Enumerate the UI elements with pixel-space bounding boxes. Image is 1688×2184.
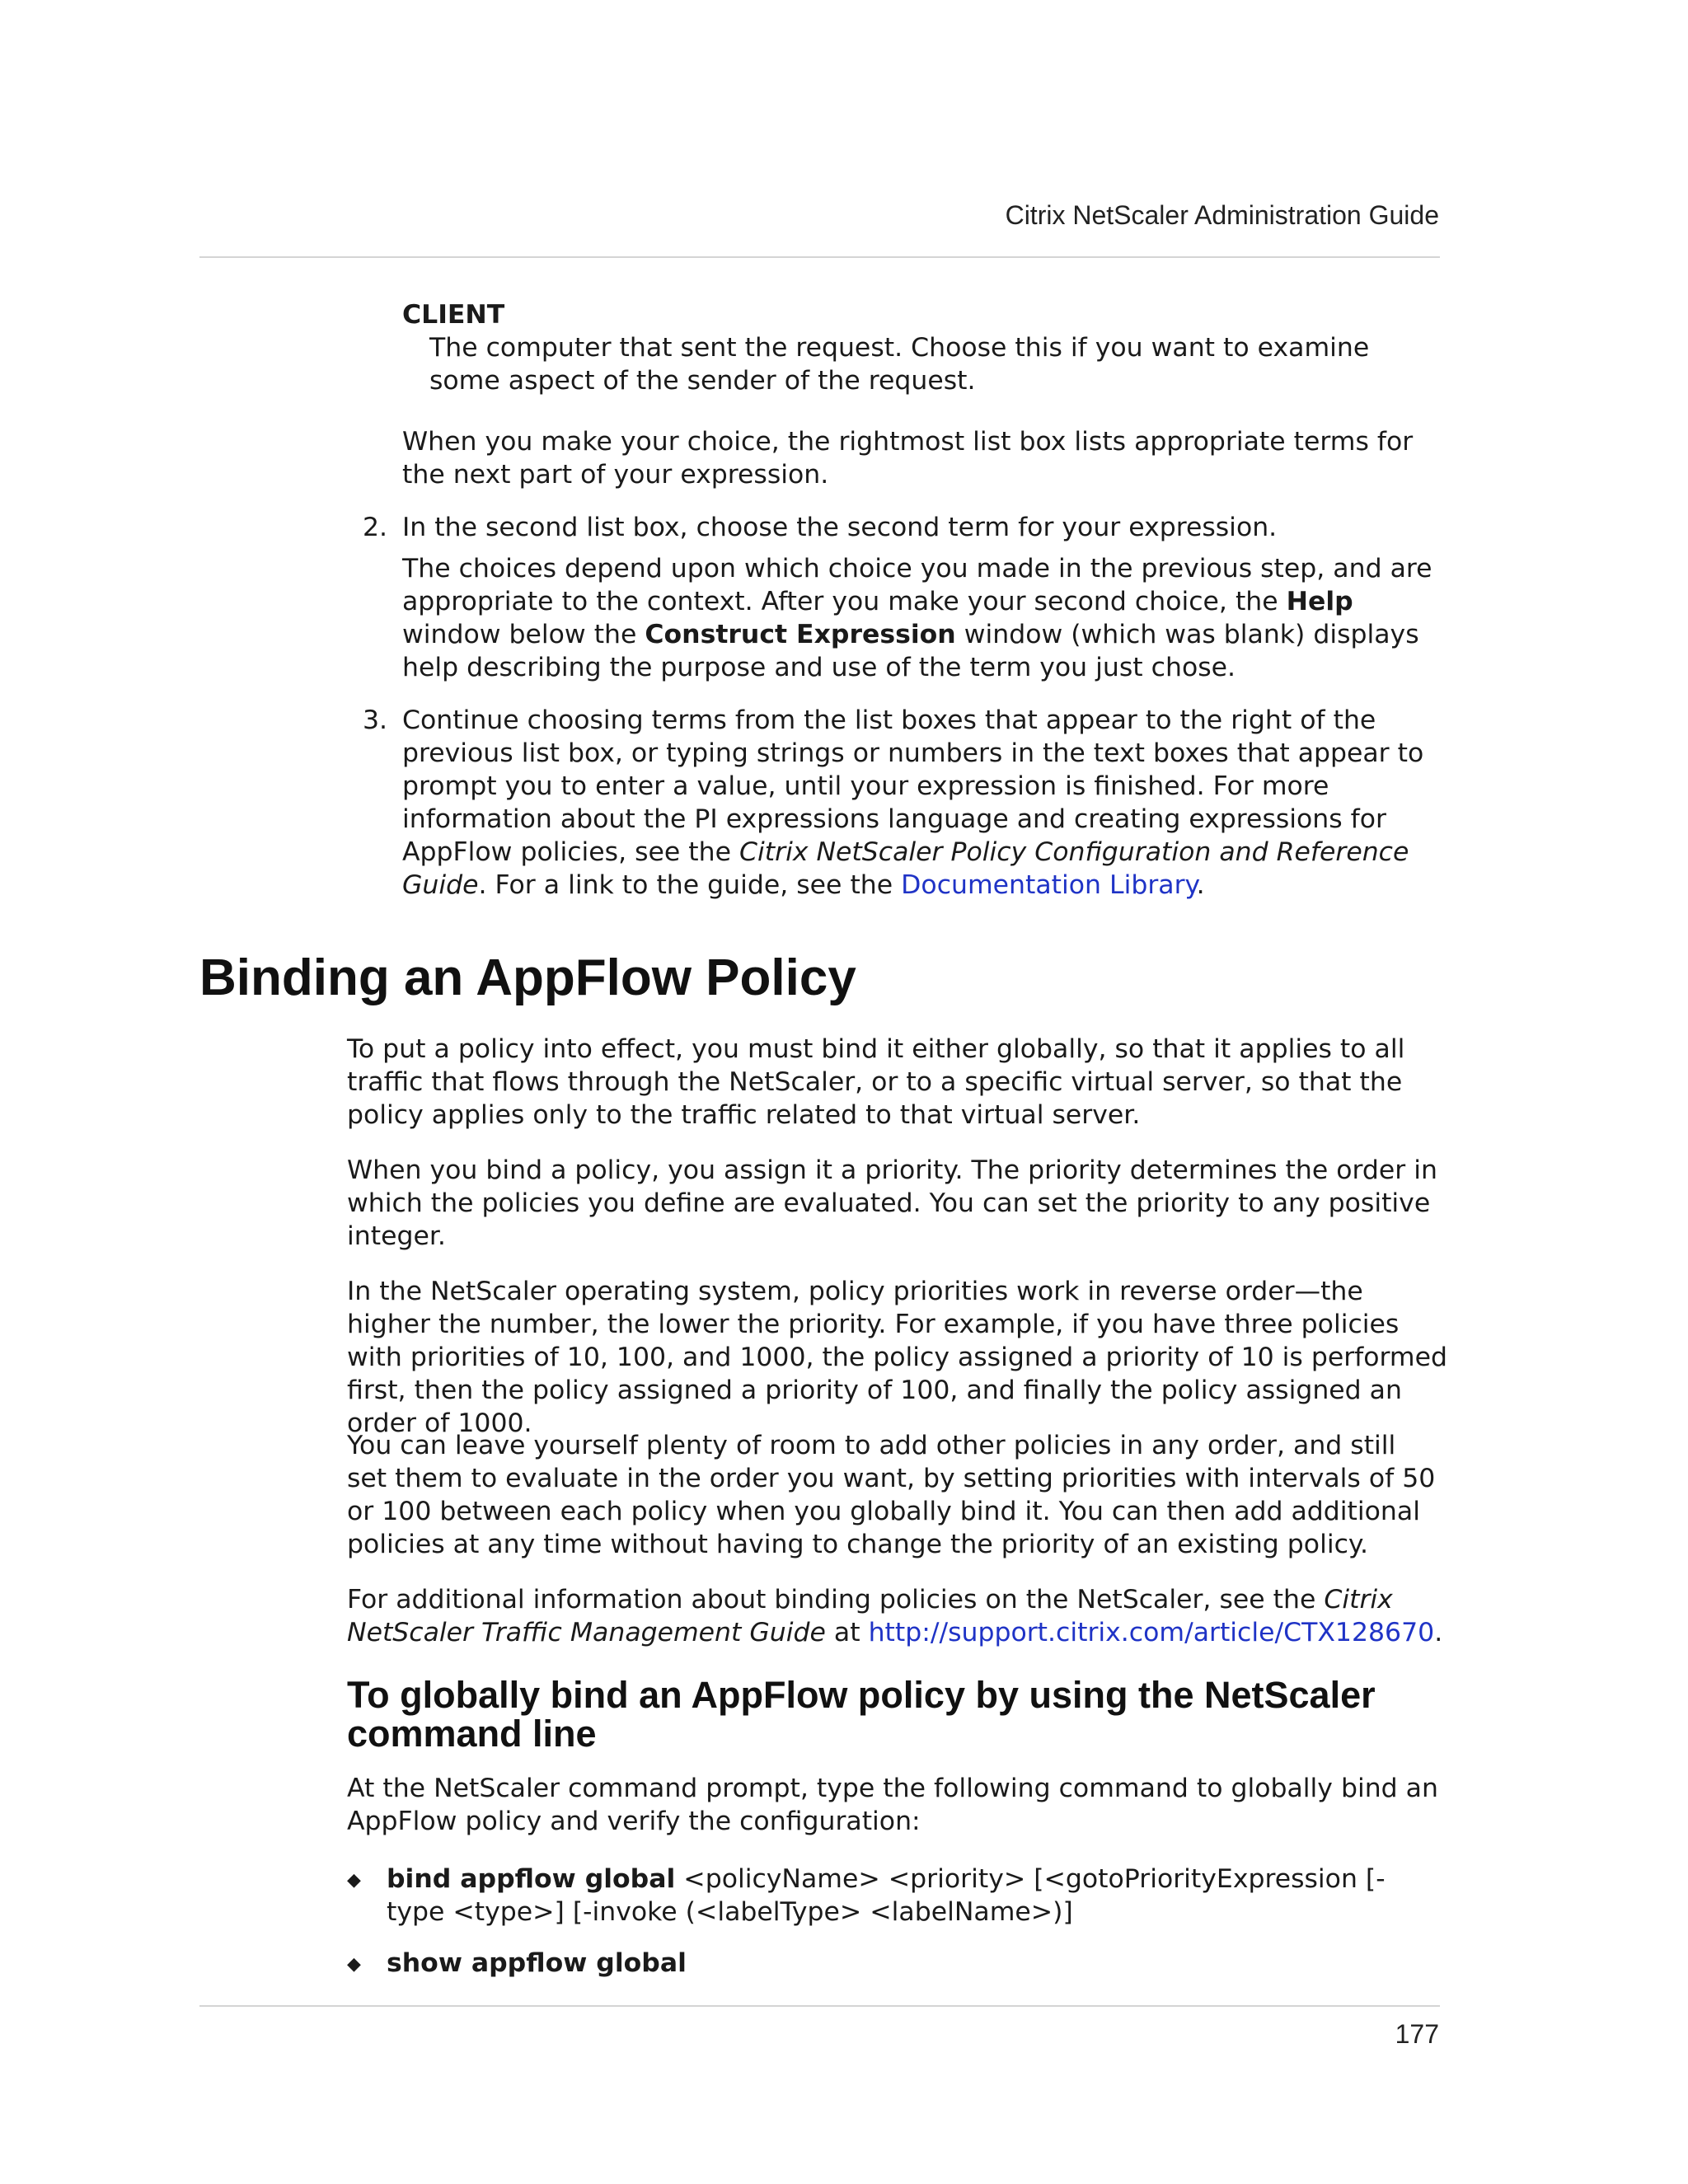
bullet-diamond-icon: ◆: [347, 1954, 361, 1975]
documentation-library-link[interactable]: Documentation Library: [901, 870, 1197, 900]
bind-command: bind appflow global <policyName> <priority> [<gotoPriorityExpression [-type <type>] [-invoke (<labelType> <labelName>)]: [387, 1864, 1386, 1927]
support-article-link[interactable]: http://support.citrix.com/article/CTX128670: [868, 1618, 1435, 1647]
section-paragraph-4: You can leave yourself plenty of room to add other policies in any order, and still set them to evaluate in the order you want, by setting priorities with intervals of 50 or 100 between each policy when you globally bind it. You can then add additional policies at any time without having to change the priority of an existing policy.: [347, 1431, 1436, 1559]
step-2-detail: The choices depend upon which choice you made in the previous step, and are appropriate to the context. After you make your second choice, the Help window below the Construct Expression window (which was blank) displays help describing the purpose and use of the term you just chose.: [402, 554, 1432, 682]
section-paragraph-2: When you bind a policy, you assign it a priority. The priority determines the order in which the policies you define are evaluated. You can set the priority to any positive integer.: [347, 1155, 1437, 1251]
running-header: Citrix NetScaler Administration Guide: [1005, 200, 1439, 230]
traffic-guide-title: Citrix NetScaler Traffic Management Guide: [347, 1585, 1393, 1647]
subsection-heading: To globally bind an AppFlow policy by using the NetScaler command line: [347, 1674, 1376, 1755]
policy-guide-title: Citrix NetScaler Policy Configuration and Reference Guide: [402, 837, 1409, 900]
section-paragraph-1: To put a policy into effect, you must bind it either globally, so that it applies to all traffic that flows through the NetScaler, or to a specific virtual server, so that the policy applies only to the traffic related to that virtual server.: [347, 1034, 1405, 1130]
term-client-definition: The computer that sent the request. Choose this if you want to examine some aspect of the sender of the request.: [429, 333, 1370, 396]
header-rule: [199, 256, 1440, 258]
term-client: CLIENT: [402, 300, 505, 330]
help-window-term: Help: [1286, 587, 1353, 616]
step-3-number: 3.: [362, 705, 387, 735]
step-2-number: 2.: [362, 513, 387, 542]
footer-rule: [199, 2005, 1440, 2007]
continuation-paragraph: When you make your choice, the rightmost list box lists appropriate terms for the next part of your expression.: [402, 427, 1414, 490]
page-number: 177: [1395, 2019, 1439, 2049]
bind-command-keyword: bind appflow global: [387, 1864, 676, 1894]
construct-expression-term: Construct Expression: [645, 620, 956, 649]
bullet-diamond-icon: ◆: [347, 1870, 361, 1891]
step-2-instruction: In the second list box, choose the second term for your expression.: [402, 513, 1278, 542]
section-heading: Binding an AppFlow Policy: [199, 949, 856, 1006]
show-command: show appflow global: [387, 1948, 687, 1978]
section-paragraph-3: In the NetScaler operating system, policy priorities work in reverse order—the higher the number, the lower the priority. For example, if you have three policies with priorities of 10, 100, and 1000, the policy assigned a priority of 10 is performed first, then the policy assigned a priority of 100, and finally the policy assigned an order of 1000.: [347, 1277, 1447, 1438]
subsection-intro: At the NetScaler command prompt, type the following command to globally bind an AppFlow policy and verify the configuration:: [347, 1774, 1438, 1836]
section-paragraph-5: For additional information about binding policies on the NetScaler, see the Citrix NetScaler Traffic Management Guide at http://support.citrix.com/article/CTX128670.: [347, 1585, 1443, 1647]
step-3-instruction: Continue choosing terms from the list boxes that appear to the right of the previous list box, or typing strings or numbers in the text boxes that appear to prompt you to enter a value, until your expression is finished. For more information about the PI expressions language and creating expressions for AppFlow policies, see the Citrix NetScaler Policy Configuration and Reference Guide. For a link to the guide, see the Documentation Library.: [402, 705, 1424, 900]
